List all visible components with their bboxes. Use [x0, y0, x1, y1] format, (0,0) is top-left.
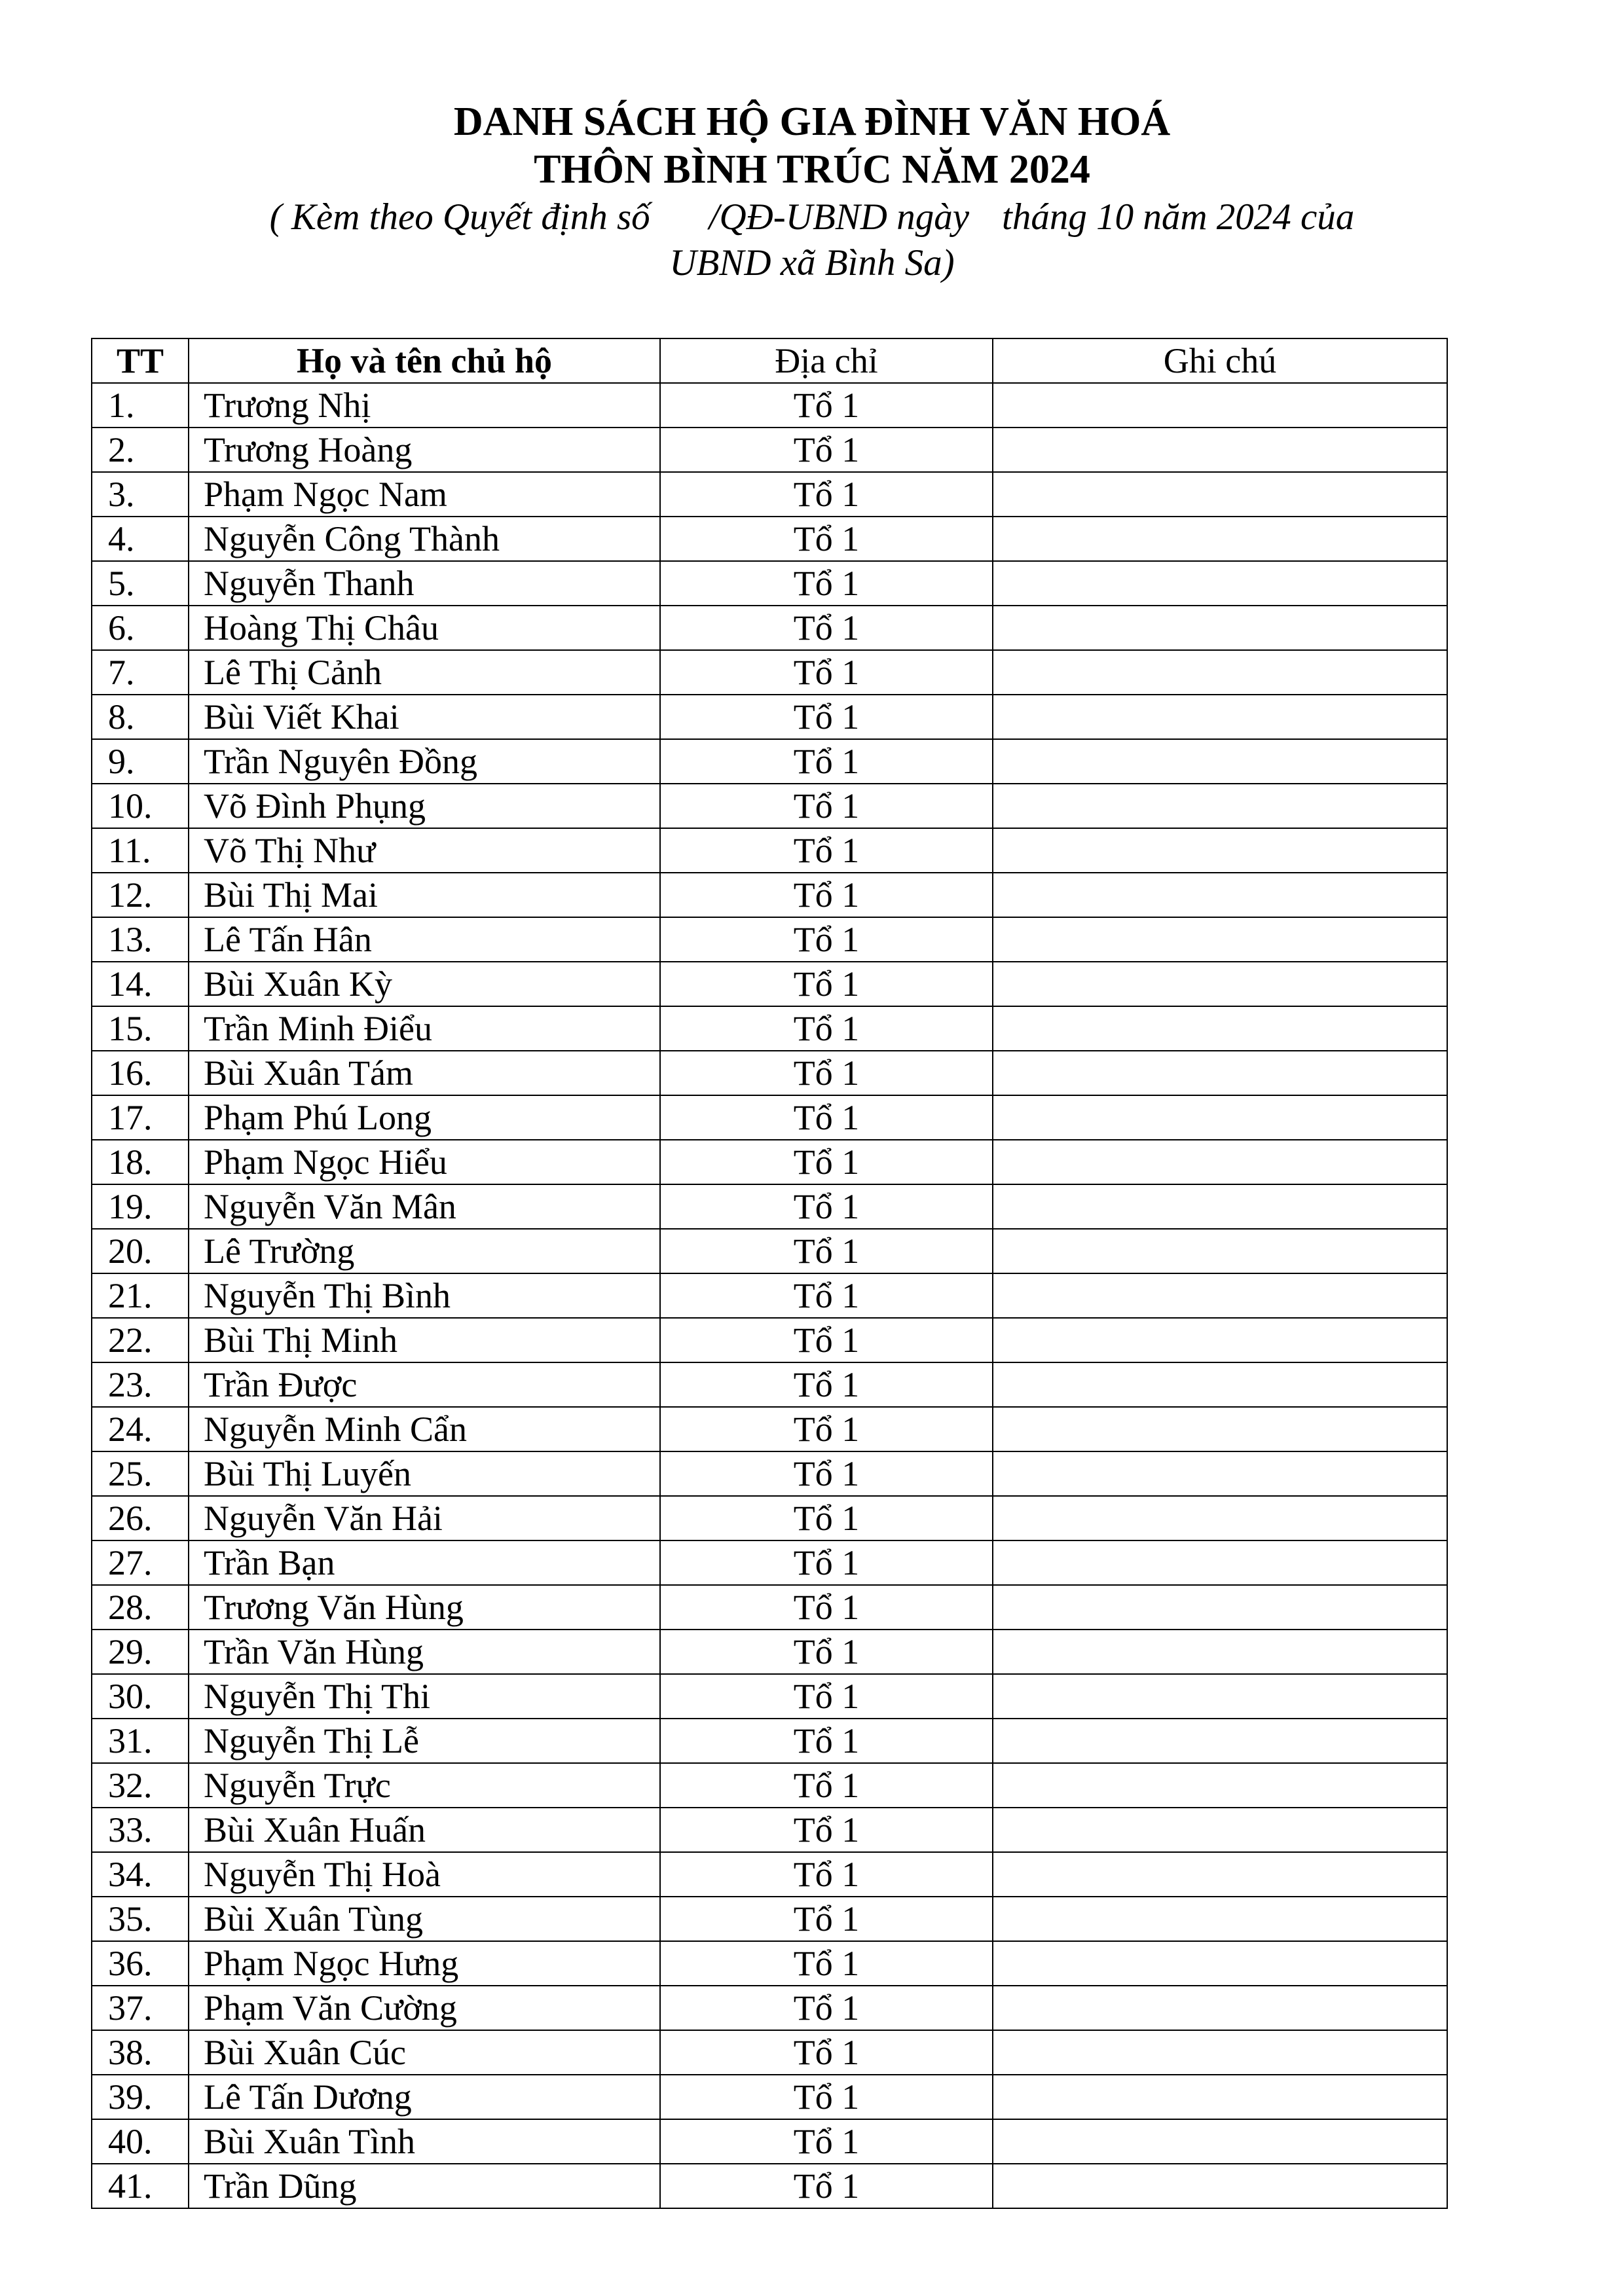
row-householder-name: Bùi Xuân Huấn — [189, 1808, 660, 1852]
row-note — [993, 1184, 1447, 1229]
row-householder-name: Phạm Phú Long — [189, 1095, 660, 1140]
row-address: Tổ 1 — [660, 917, 993, 962]
row-number: 38. — [92, 2030, 189, 2075]
row-address: Tổ 1 — [660, 1808, 993, 1852]
document-header — [0, 98, 1624, 194]
row-number: 10. — [92, 784, 189, 828]
table-row — [92, 650, 1447, 695]
row-number: 21. — [92, 1273, 189, 1318]
row-address: Tổ 1 — [660, 1674, 993, 1719]
table-row — [92, 1852, 1447, 1897]
row-address: Tổ 1 — [660, 695, 993, 739]
row-number: 25. — [92, 1451, 189, 1496]
table-row — [92, 2030, 1447, 2075]
row-householder-name: Lê Tấn Hân — [189, 917, 660, 962]
row-number: 22. — [92, 1318, 189, 1362]
row-note — [993, 1318, 1447, 1362]
row-householder-name: Bùi Thị Luyến — [189, 1451, 660, 1496]
row-householder-name: Nguyễn Thị Hoà — [189, 1852, 660, 1897]
table-row — [92, 739, 1447, 784]
table-row — [92, 1318, 1447, 1362]
row-note — [993, 1719, 1447, 1763]
row-address: Tổ 1 — [660, 2119, 993, 2164]
row-number: 14. — [92, 962, 189, 1006]
table-row — [92, 1451, 1447, 1496]
table-row — [92, 1897, 1447, 1941]
row-householder-name: Phạm Ngọc Hưng — [189, 1941, 660, 1986]
table-row — [92, 2075, 1447, 2119]
row-householder-name: Nguyễn Thị Thi — [189, 1674, 660, 1719]
row-address: Tổ 1 — [660, 383, 993, 428]
row-address: Tổ 1 — [660, 1540, 993, 1585]
row-note — [993, 873, 1447, 917]
subtitle-decision-code: /QĐ-UBND ngày — [709, 196, 969, 238]
row-address: Tổ 1 — [660, 1051, 993, 1095]
table-row — [92, 1184, 1447, 1229]
row-number: 32. — [92, 1763, 189, 1808]
table-row — [92, 1585, 1447, 1630]
table-row — [92, 383, 1447, 428]
row-address: Tổ 1 — [660, 1318, 993, 1362]
row-address: Tổ 1 — [660, 784, 993, 828]
row-householder-name: Võ Đình Phụng — [189, 784, 660, 828]
row-note — [993, 606, 1447, 650]
table-row — [92, 1051, 1447, 1095]
row-note — [993, 695, 1447, 739]
row-householder-name: Bùi Xuân Tám — [189, 1051, 660, 1095]
row-note — [993, 1229, 1447, 1273]
row-number: 19. — [92, 1184, 189, 1229]
row-note — [993, 739, 1447, 784]
row-number: 1. — [92, 383, 189, 428]
row-address: Tổ 1 — [660, 873, 993, 917]
row-note — [993, 1986, 1447, 2030]
row-number: 6. — [92, 606, 189, 650]
row-householder-name: Trần Minh Điểu — [189, 1006, 660, 1051]
table-row — [92, 561, 1447, 606]
table-row — [92, 1808, 1447, 1852]
row-address: Tổ 1 — [660, 1897, 993, 1941]
row-address: Tổ 1 — [660, 517, 993, 561]
row-householder-name: Lê Thị Cảnh — [189, 650, 660, 695]
header-tt: TT — [92, 338, 189, 383]
row-note — [993, 1630, 1447, 1674]
row-address: Tổ 1 — [660, 1095, 993, 1140]
table-row — [92, 1630, 1447, 1674]
row-number: 15. — [92, 1006, 189, 1051]
row-address: Tổ 1 — [660, 1496, 993, 1540]
row-address: Tổ 1 — [660, 2030, 993, 2075]
subtitle-issuer: UBND xã Bình Sa) — [669, 242, 955, 283]
row-address: Tổ 1 — [660, 1273, 993, 1318]
row-note — [993, 650, 1447, 695]
row-address: Tổ 1 — [660, 1451, 993, 1496]
row-number: 20. — [92, 1229, 189, 1273]
row-note — [993, 1362, 1447, 1407]
row-number: 11. — [92, 828, 189, 873]
row-number: 24. — [92, 1407, 189, 1451]
table-row — [92, 1674, 1447, 1719]
table-row — [92, 606, 1447, 650]
table-row — [92, 1140, 1447, 1184]
row-number: 39. — [92, 2075, 189, 2119]
table-row — [92, 1986, 1447, 2030]
table-row — [92, 517, 1447, 561]
row-address: Tổ 1 — [660, 1763, 993, 1808]
row-number: 36. — [92, 1941, 189, 1986]
row-note — [993, 428, 1447, 472]
row-address: Tổ 1 — [660, 962, 993, 1006]
row-address: Tổ 1 — [660, 650, 993, 695]
row-householder-name: Nguyễn Văn Hải — [189, 1496, 660, 1540]
row-note — [993, 2075, 1447, 2119]
row-number: 17. — [92, 1095, 189, 1140]
row-householder-name: Phạm Ngọc Nam — [189, 472, 660, 517]
row-householder-name: Phạm Văn Cường — [189, 1986, 660, 2030]
row-householder-name: Bùi Viết Khai — [189, 695, 660, 739]
table-header-row — [92, 338, 1447, 383]
row-householder-name: Trần Dũng — [189, 2164, 660, 2208]
row-householder-name: Bùi Thị Minh — [189, 1318, 660, 1362]
row-householder-name: Lê Tấn Dương — [189, 2075, 660, 2119]
row-householder-name: Lê Trường — [189, 1229, 660, 1273]
row-address: Tổ 1 — [660, 428, 993, 472]
row-householder-name: Nguyễn Trực — [189, 1763, 660, 1808]
row-note — [993, 2164, 1447, 2208]
row-address: Tổ 1 — [660, 2075, 993, 2119]
row-number: 13. — [92, 917, 189, 962]
row-note — [993, 1540, 1447, 1585]
row-address: Tổ 1 — [660, 606, 993, 650]
table-row — [92, 1095, 1447, 1140]
table-row — [92, 917, 1447, 962]
row-number: 12. — [92, 873, 189, 917]
table-row — [92, 1273, 1447, 1318]
row-note — [993, 828, 1447, 873]
document-subtitle — [216, 194, 1408, 286]
row-note — [993, 1451, 1447, 1496]
subtitle-decision-date: tháng 10 năm 2024 của — [1002, 196, 1355, 238]
row-note — [993, 1763, 1447, 1808]
row-note — [993, 2030, 1447, 2075]
row-number: 33. — [92, 1808, 189, 1852]
row-address: Tổ 1 — [660, 561, 993, 606]
row-note — [993, 1051, 1447, 1095]
row-note — [993, 1496, 1447, 1540]
row-number: 5. — [92, 561, 189, 606]
row-householder-name: Bùi Xuân Tùng — [189, 1897, 660, 1941]
row-householder-name: Bùi Xuân Kỳ — [189, 962, 660, 1006]
household-table — [91, 338, 1448, 2209]
row-note — [993, 383, 1447, 428]
row-number: 34. — [92, 1852, 189, 1897]
row-address: Tổ 1 — [660, 1184, 993, 1229]
row-number: 41. — [92, 2164, 189, 2208]
row-number: 37. — [92, 1986, 189, 2030]
table-row — [92, 1540, 1447, 1585]
subtitle-decision-prefix: ( Kèm theo Quyết định số — [269, 196, 650, 238]
row-address: Tổ 1 — [660, 472, 993, 517]
row-address: Tổ 1 — [660, 828, 993, 873]
row-householder-name: Bùi Xuân Tình — [189, 2119, 660, 2164]
row-note — [993, 1407, 1447, 1451]
row-address: Tổ 1 — [660, 1585, 993, 1630]
table-row — [92, 784, 1447, 828]
row-address: Tổ 1 — [660, 1719, 993, 1763]
table-row — [92, 873, 1447, 917]
row-note — [993, 784, 1447, 828]
table-row — [92, 695, 1447, 739]
table-row — [92, 1763, 1447, 1808]
row-number: 35. — [92, 1897, 189, 1941]
table-row — [92, 1229, 1447, 1273]
row-number: 3. — [92, 472, 189, 517]
row-householder-name: Bùi Xuân Cúc — [189, 2030, 660, 2075]
row-note — [993, 1585, 1447, 1630]
table-row — [92, 472, 1447, 517]
header-address: Địa chỉ — [660, 338, 993, 383]
row-note — [993, 561, 1447, 606]
row-note — [993, 472, 1447, 517]
row-householder-name: Trần Văn Hùng — [189, 1630, 660, 1674]
row-note — [993, 917, 1447, 962]
row-number: 2. — [92, 428, 189, 472]
row-householder-name: Phạm Ngọc Hiểu — [189, 1140, 660, 1184]
row-householder-name: Nguyễn Công Thành — [189, 517, 660, 561]
row-address: Tổ 1 — [660, 1630, 993, 1674]
table-row — [92, 2164, 1447, 2208]
row-householder-name: Hoàng Thị Châu — [189, 606, 660, 650]
document-title-line1: DANH SÁCH HỘ GIA ĐÌNH VĂN HOÁ — [453, 100, 1171, 144]
table-row — [92, 1362, 1447, 1407]
table-row — [92, 962, 1447, 1006]
row-note — [993, 1095, 1447, 1140]
row-note — [993, 1808, 1447, 1852]
row-number: 30. — [92, 1674, 189, 1719]
row-note — [993, 2119, 1447, 2164]
document-title-line2: THÔN BÌNH TRÚC NĂM 2024 — [534, 147, 1090, 192]
table-row — [92, 828, 1447, 873]
row-note — [993, 1941, 1447, 1986]
table-row — [92, 1941, 1447, 1986]
row-address: Tổ 1 — [660, 1006, 993, 1051]
row-number: 23. — [92, 1362, 189, 1407]
table-body — [92, 383, 1447, 2208]
table-row — [92, 428, 1447, 472]
row-householder-name: Nguyễn Thanh — [189, 561, 660, 606]
row-note — [993, 962, 1447, 1006]
row-note — [993, 1852, 1447, 1897]
row-householder-name: Trương Hoàng — [189, 428, 660, 472]
row-number: 8. — [92, 695, 189, 739]
row-householder-name: Trương Nhị — [189, 383, 660, 428]
table-row — [92, 1006, 1447, 1051]
row-householder-name: Võ Thị Như — [189, 828, 660, 873]
row-number: 27. — [92, 1540, 189, 1585]
row-householder-name: Bùi Thị Mai — [189, 873, 660, 917]
header-name: Họ và tên chủ hộ — [189, 338, 660, 383]
row-householder-name: Nguyễn Thị Bình — [189, 1273, 660, 1318]
row-note — [993, 1006, 1447, 1051]
row-note — [993, 1140, 1447, 1184]
row-number: 9. — [92, 739, 189, 784]
row-householder-name: Nguyễn Thị Lễ — [189, 1719, 660, 1763]
row-address: Tổ 1 — [660, 1140, 993, 1184]
row-number: 29. — [92, 1630, 189, 1674]
row-number: 4. — [92, 517, 189, 561]
row-householder-name: Trần Bạn — [189, 1540, 660, 1585]
row-number: 28. — [92, 1585, 189, 1630]
row-number: 7. — [92, 650, 189, 695]
row-address: Tổ 1 — [660, 2164, 993, 2208]
row-householder-name: Trương Văn Hùng — [189, 1585, 660, 1630]
row-note — [993, 517, 1447, 561]
row-address: Tổ 1 — [660, 1941, 993, 1986]
row-householder-name: Nguyễn Văn Mân — [189, 1184, 660, 1229]
table-row — [92, 1407, 1447, 1451]
row-householder-name: Nguyễn Minh Cẩn — [189, 1407, 660, 1451]
table-row — [92, 1719, 1447, 1763]
row-note — [993, 1897, 1447, 1941]
row-number: 18. — [92, 1140, 189, 1184]
row-address: Tổ 1 — [660, 739, 993, 784]
row-address: Tổ 1 — [660, 1852, 993, 1897]
row-address: Tổ 1 — [660, 1986, 993, 2030]
row-householder-name: Trần Nguyên Đồng — [189, 739, 660, 784]
row-number: 16. — [92, 1051, 189, 1095]
row-note — [993, 1273, 1447, 1318]
row-address: Tổ 1 — [660, 1362, 993, 1407]
row-note — [993, 1674, 1447, 1719]
table-row — [92, 1496, 1447, 1540]
row-number: 26. — [92, 1496, 189, 1540]
row-number: 31. — [92, 1719, 189, 1763]
row-number: 40. — [92, 2119, 189, 2164]
row-address: Tổ 1 — [660, 1229, 993, 1273]
row-address: Tổ 1 — [660, 1407, 993, 1451]
table-row — [92, 2119, 1447, 2164]
row-householder-name: Trần Được — [189, 1362, 660, 1407]
header-note: Ghi chú — [993, 338, 1447, 383]
